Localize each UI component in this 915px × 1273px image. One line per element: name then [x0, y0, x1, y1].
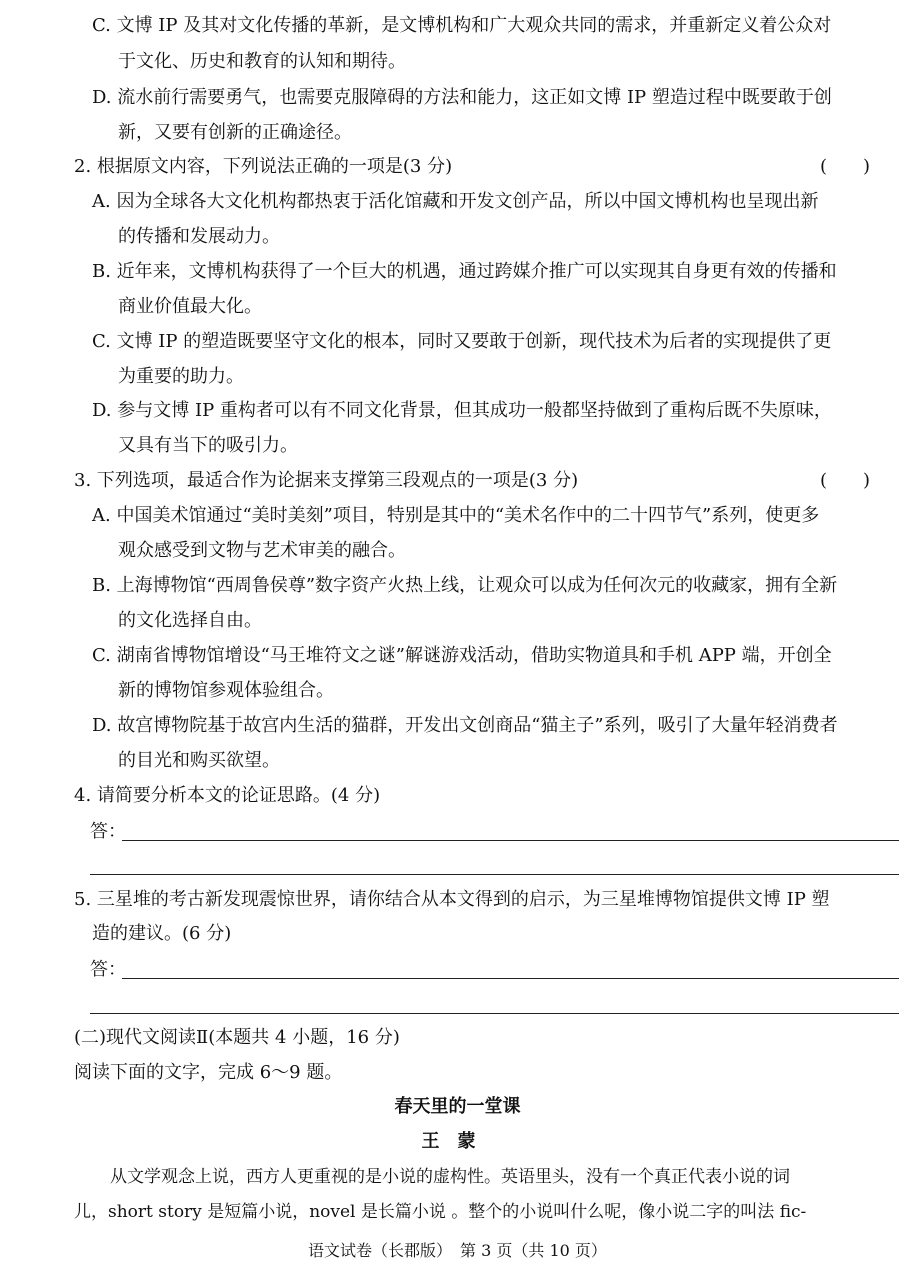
question-3-stem: 3. 下列选项，最适合作为论据来支撑第三段观点的一项是(3 分) [74, 470, 579, 491]
question-2 [74, 155, 900, 179]
option-d-line1: D. 流水前行需要勇气，也需要克服障碍的方法和能力，这正如文博 IP 塑造过程中既要敢于创 [92, 87, 832, 108]
answer-line[interactable] [90, 874, 899, 875]
q3-option-a-line2: 观众感受到文物与艺术审美的融合。 [118, 540, 406, 561]
question-4-stem: 4. 请简要分析本文的论证思路。(4 分) [74, 785, 381, 806]
article-title: 春天里的一堂课 [394, 1096, 521, 1117]
answer-bracket: ( ) [819, 156, 870, 177]
q2-option-b-line2: 商业价值最大化。 [118, 296, 262, 317]
q2-option-c-line2: 为重要的助力。 [118, 366, 244, 387]
article-paragraph-line2: 儿，short story 是短篇小说，novel 是长篇小说 。整个的小说叫什么呢，像小说二字的叫法 fic- [74, 1202, 807, 1222]
q2-option-a-line1: A. 因为全球各大文化机构都热衷于活化馆藏和开发文创产品，所以中国文博机构也呈现出新 [92, 191, 819, 212]
section-heading: (二)现代文阅读Ⅱ(本题共 4 小题，16 分) [74, 1027, 400, 1048]
q3-option-b-line2: 的文化选择自由。 [118, 610, 262, 631]
q3-option-b-line1: B. 上海博物馆“西周鲁侯尊”数字资产火热上线，让观众可以成为任何次元的收藏家，拥有全新 [92, 575, 838, 596]
article-paragraph-line1: 从文学观念上说，西方人更重视的是小说的虚构性。英语里头，没有一个真正代表小说的词 [110, 1167, 790, 1187]
q3-option-a-line1: A. 中国美术馆通过“美时美刻”项目，特别是其中的“美术名作中的二十四节气”系列，使更多 [92, 505, 820, 526]
q2-option-d-line2: 又具有当下的吸引力。 [118, 435, 298, 456]
section-instruction: 阅读下面的文字，完成 6～9 题。 [74, 1062, 343, 1083]
page-footer: 语文试卷（长郡版） 第 3 页（共 10 页） [308, 1241, 607, 1260]
q2-option-c-line1: C. 文博 IP 的塑造既要坚守文化的根本，同时又要敢于创新，现代技术为后者的实现提供了更 [92, 331, 832, 352]
question-5-line1: 5. 三星堆的考古新发现震惊世界，请你结合从本文得到的启示，为三星堆博物馆提供文博 IP 塑 [74, 889, 830, 910]
answer-label: 答： [90, 959, 126, 980]
answer-line[interactable] [122, 840, 899, 841]
q3-option-c-line1: C. 湖南省博物馆增设“马王堆符文之谜”解谜游戏活动，借助实物道具和手机 APP 端，开创全 [92, 645, 832, 666]
question-2-stem: 2. 根据原文内容，下列说法正确的一项是(3 分) [74, 156, 453, 177]
answer-line[interactable] [122, 978, 899, 979]
article-author: 王蒙 [421, 1131, 494, 1152]
answer-bracket: ( ) [819, 470, 870, 491]
answer-line[interactable] [90, 1013, 899, 1014]
question-3 [74, 469, 900, 493]
option-c-line2: 于文化、历史和教育的认知和期待。 [118, 51, 406, 72]
q3-option-d-line2: 的目光和购买欲望。 [118, 750, 280, 771]
q3-option-d-line1: D. 故宫博物院基于故宫内生活的猫群，开发出文创商品“猫主子”系列，吸引了大量年轻消费者 [92, 715, 838, 736]
q2-option-d-line1: D. 参与文博 IP 重构者可以有不同文化背景，但其成功一般都坚持做到了重构后既不失原味， [92, 400, 832, 421]
option-d-line2: 新，又要有创新的正确途径。 [118, 122, 352, 143]
q2-option-b-line1: B. 近年来，文博机构获得了一个巨大的机遇，通过跨媒介推广可以实现其自身更有效的传播和 [92, 261, 837, 282]
answer-label: 答： [90, 821, 126, 842]
option-c-line1: C. 文博 IP 及其对文化传播的革新，是文博机构和广大观众共同的需求，并重新定义着公众对 [92, 15, 832, 36]
question-5-line2: 造的建议。(6 分) [92, 923, 232, 944]
q2-option-a-line2: 的传播和发展动力。 [118, 226, 280, 247]
q3-option-c-line2: 新的博物馆参观体验组合。 [118, 680, 334, 701]
